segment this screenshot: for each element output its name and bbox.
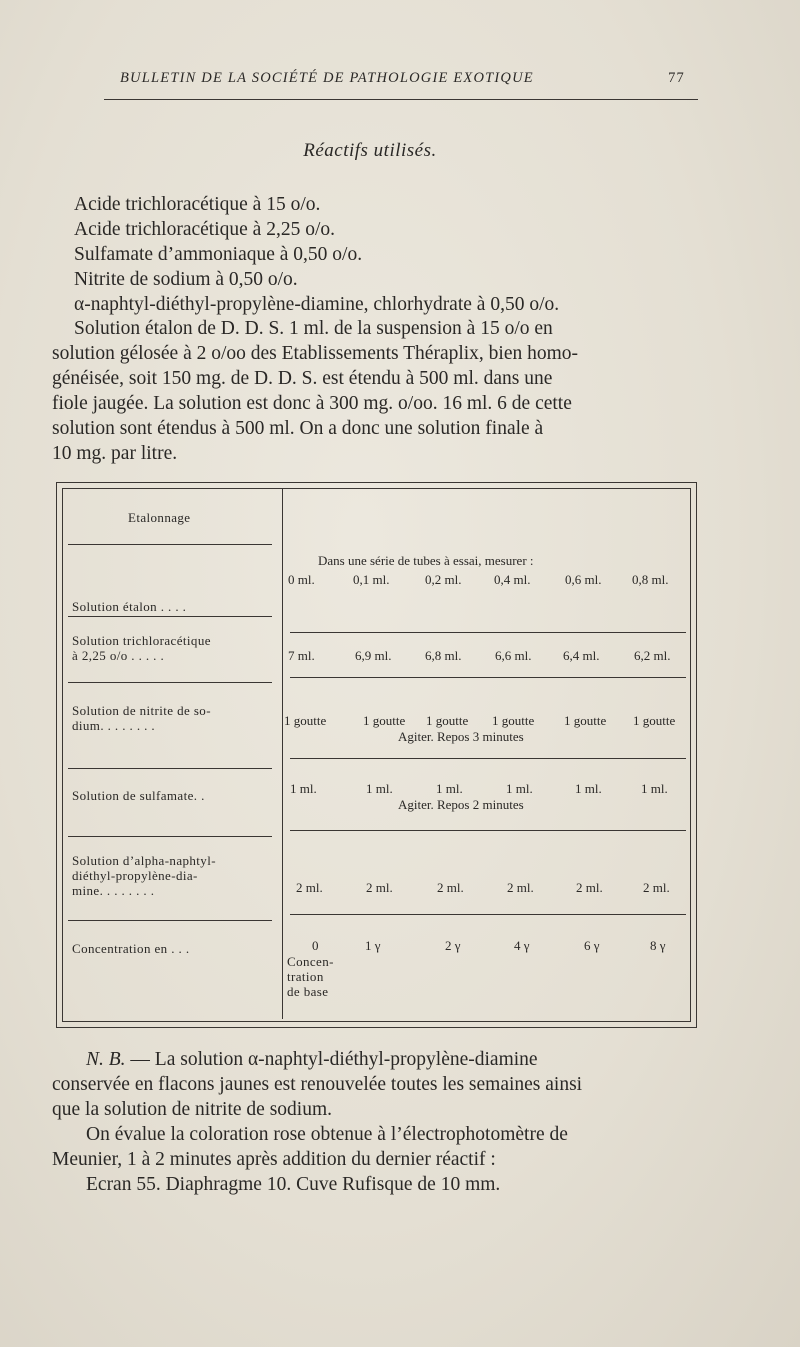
row-label-line: mine. . . . . . . . <box>72 883 155 898</box>
table-cell: 1 goutte <box>492 713 535 728</box>
table-cell: 0 ml. <box>288 572 315 587</box>
table-row-values <box>287 938 687 954</box>
table-column-divider <box>282 489 283 1019</box>
table-rule <box>68 544 272 545</box>
body-paragraph <box>52 316 696 466</box>
table-rule <box>290 830 686 831</box>
table-rule <box>68 920 272 921</box>
table-cell: 2 ml. <box>296 880 323 895</box>
row-label-line: Solution de sulfamate. . <box>72 788 205 803</box>
row-label-line: diéthyl-propylène-dia- <box>72 868 198 883</box>
reagent-list <box>74 192 559 317</box>
reagent-item: Nitrite de sodium à 0,50 o/o. <box>74 269 298 290</box>
row-label <box>72 599 276 614</box>
table-cell: 1 goutte <box>284 713 327 728</box>
table-cell: 0,8 ml. <box>632 572 669 587</box>
table-cell: 8 γ <box>650 938 666 953</box>
table-cell: 6,9 ml. <box>355 648 392 663</box>
nb-line: Ecran 55. Diaphragme 10. Cuve Rufisque de 10 mm. <box>86 1174 501 1195</box>
nb-line: Meunier, 1 à 2 minutes après addition du dernier réactif : <box>52 1149 496 1170</box>
note-line: tration <box>287 969 324 984</box>
table-cell: 0,2 ml. <box>425 572 462 587</box>
table-cell: 1 goutte <box>633 713 676 728</box>
table-cell: 0 <box>312 938 319 953</box>
row-label <box>72 941 276 956</box>
table-rule <box>68 836 272 837</box>
table-cell: 6,4 ml. <box>563 648 600 663</box>
row-label-line: dium. . . . . . . . <box>72 718 156 733</box>
table-rule <box>68 768 272 769</box>
table-cell: 2 ml. <box>437 880 464 895</box>
row-note: Agiter. Repos 3 minutes <box>398 729 524 744</box>
table-row-values <box>287 572 687 588</box>
nb-line: conservée en flacons jaunes est renouvelée toutes les semaines ainsi <box>52 1074 583 1095</box>
table-cell: 0,6 ml. <box>565 572 602 587</box>
reagent-item: Sulfamate d’ammoniaque à 0,50 o/o. <box>74 244 363 265</box>
row-label-line: Solution étalon . . . . <box>72 599 187 614</box>
table-cell: 6,6 ml. <box>495 648 532 663</box>
body-line: généisée, soit 150 mg. de D. D. S. est étendu à 500 ml. dans une <box>52 368 553 389</box>
table-cell: 2 γ <box>445 938 461 953</box>
nb-paragraph <box>52 1047 706 1197</box>
header-rule <box>104 99 698 100</box>
table-rule <box>290 632 686 633</box>
table-cell: 6,2 ml. <box>634 648 671 663</box>
row-label-line: à 2,25 o/o . . . . . <box>72 648 165 663</box>
table-cell: 1 γ <box>365 938 381 953</box>
table-cell: 6 γ <box>584 938 600 953</box>
table-cell: 1 ml. <box>290 781 317 796</box>
row-label-line: Solution d’alpha-naphtyl- <box>72 853 216 868</box>
nb-label: N. B. <box>86 1049 126 1070</box>
table-cell: 1 ml. <box>641 781 668 796</box>
table-row-values <box>287 781 687 797</box>
row-label <box>72 788 276 803</box>
row-note: Dans une série de tubes à essai, mesurer : <box>318 553 534 568</box>
table-cell: 6,8 ml. <box>425 648 462 663</box>
running-title: BULLETIN DE LA SOCIÉTÉ DE PATHOLOGIE EXOTIQUE <box>120 70 534 86</box>
body-line: 10 mg. par litre. <box>52 443 178 464</box>
reagent-item: α-naphtyl-diéthyl-propylène-diamine, chlorhydrate à 0,50 o/o. <box>74 294 560 315</box>
table-row-values <box>287 648 687 664</box>
table-cell: 2 ml. <box>643 880 670 895</box>
row-label-line: Solution de nitrite de so- <box>72 703 211 718</box>
table-rule <box>290 677 686 678</box>
row-label <box>72 703 276 733</box>
nb-line-text: — La solution α-naphtyl-diéthyl-propylène-diamine <box>130 1049 538 1070</box>
table-cell: 1 ml. <box>366 781 393 796</box>
table-rule <box>68 682 272 683</box>
table-cell: 1 goutte <box>363 713 406 728</box>
table-cell: 1 goutte <box>564 713 607 728</box>
table-cell: 2 ml. <box>366 880 393 895</box>
body-line: solution sont étendus à 500 ml. On a donc une solution finale à <box>52 418 544 439</box>
nb-line <box>52 1047 706 1072</box>
nb-line: On évalue la coloration rose obtenue à l’électrophotomètre de <box>86 1124 568 1145</box>
row-note: Agiter. Repos 2 minutes <box>398 797 524 812</box>
row-label-line: Concentration en . . . <box>72 941 190 956</box>
row-label-line: Solution trichloracétique <box>72 633 211 648</box>
body-line: fiole jaugée. La solution est donc à 300 mg. o/oo. 16 ml. 6 de cette <box>52 393 572 414</box>
note-line: Concen- <box>287 954 334 969</box>
table-cell: 1 ml. <box>506 781 533 796</box>
section-title: Réactifs utilisés. <box>303 140 437 161</box>
table-cell: 1 ml. <box>575 781 602 796</box>
row-label <box>72 633 276 663</box>
table-cell: 1 ml. <box>436 781 463 796</box>
table-cell: 0,4 ml. <box>494 572 531 587</box>
table-rule <box>290 758 686 759</box>
page-number: 77 <box>668 70 685 86</box>
table-cell: 1 goutte <box>426 713 469 728</box>
table-cell: 2 ml. <box>576 880 603 895</box>
reagent-item: Acide trichloracétique à 15 o/o. <box>74 194 321 215</box>
table-header-etalonnage: Etalonnage <box>128 510 191 525</box>
body-line: solution gélosée à 2 o/oo des Etablissements Théraplix, bien homo- <box>52 343 579 364</box>
note-line: de base <box>287 984 329 999</box>
reagent-item: Acide trichloracétique à 2,25 o/o. <box>74 219 335 240</box>
table-rule <box>290 914 686 915</box>
nb-line: que la solution de nitrite de sodium. <box>52 1099 332 1120</box>
table-row-values <box>284 713 684 729</box>
table-cell: 7 ml. <box>288 648 315 663</box>
body-line: Solution étalon de D. D. S. 1 ml. de la suspension à 15 o/o en <box>74 318 553 339</box>
table-cell: 4 γ <box>514 938 530 953</box>
table-row-values <box>287 880 687 896</box>
table-cell: 0,1 ml. <box>353 572 390 587</box>
table-rule <box>68 616 272 617</box>
table-cell: 2 ml. <box>507 880 534 895</box>
concentration-base-note <box>287 954 334 999</box>
row-label <box>72 853 276 898</box>
